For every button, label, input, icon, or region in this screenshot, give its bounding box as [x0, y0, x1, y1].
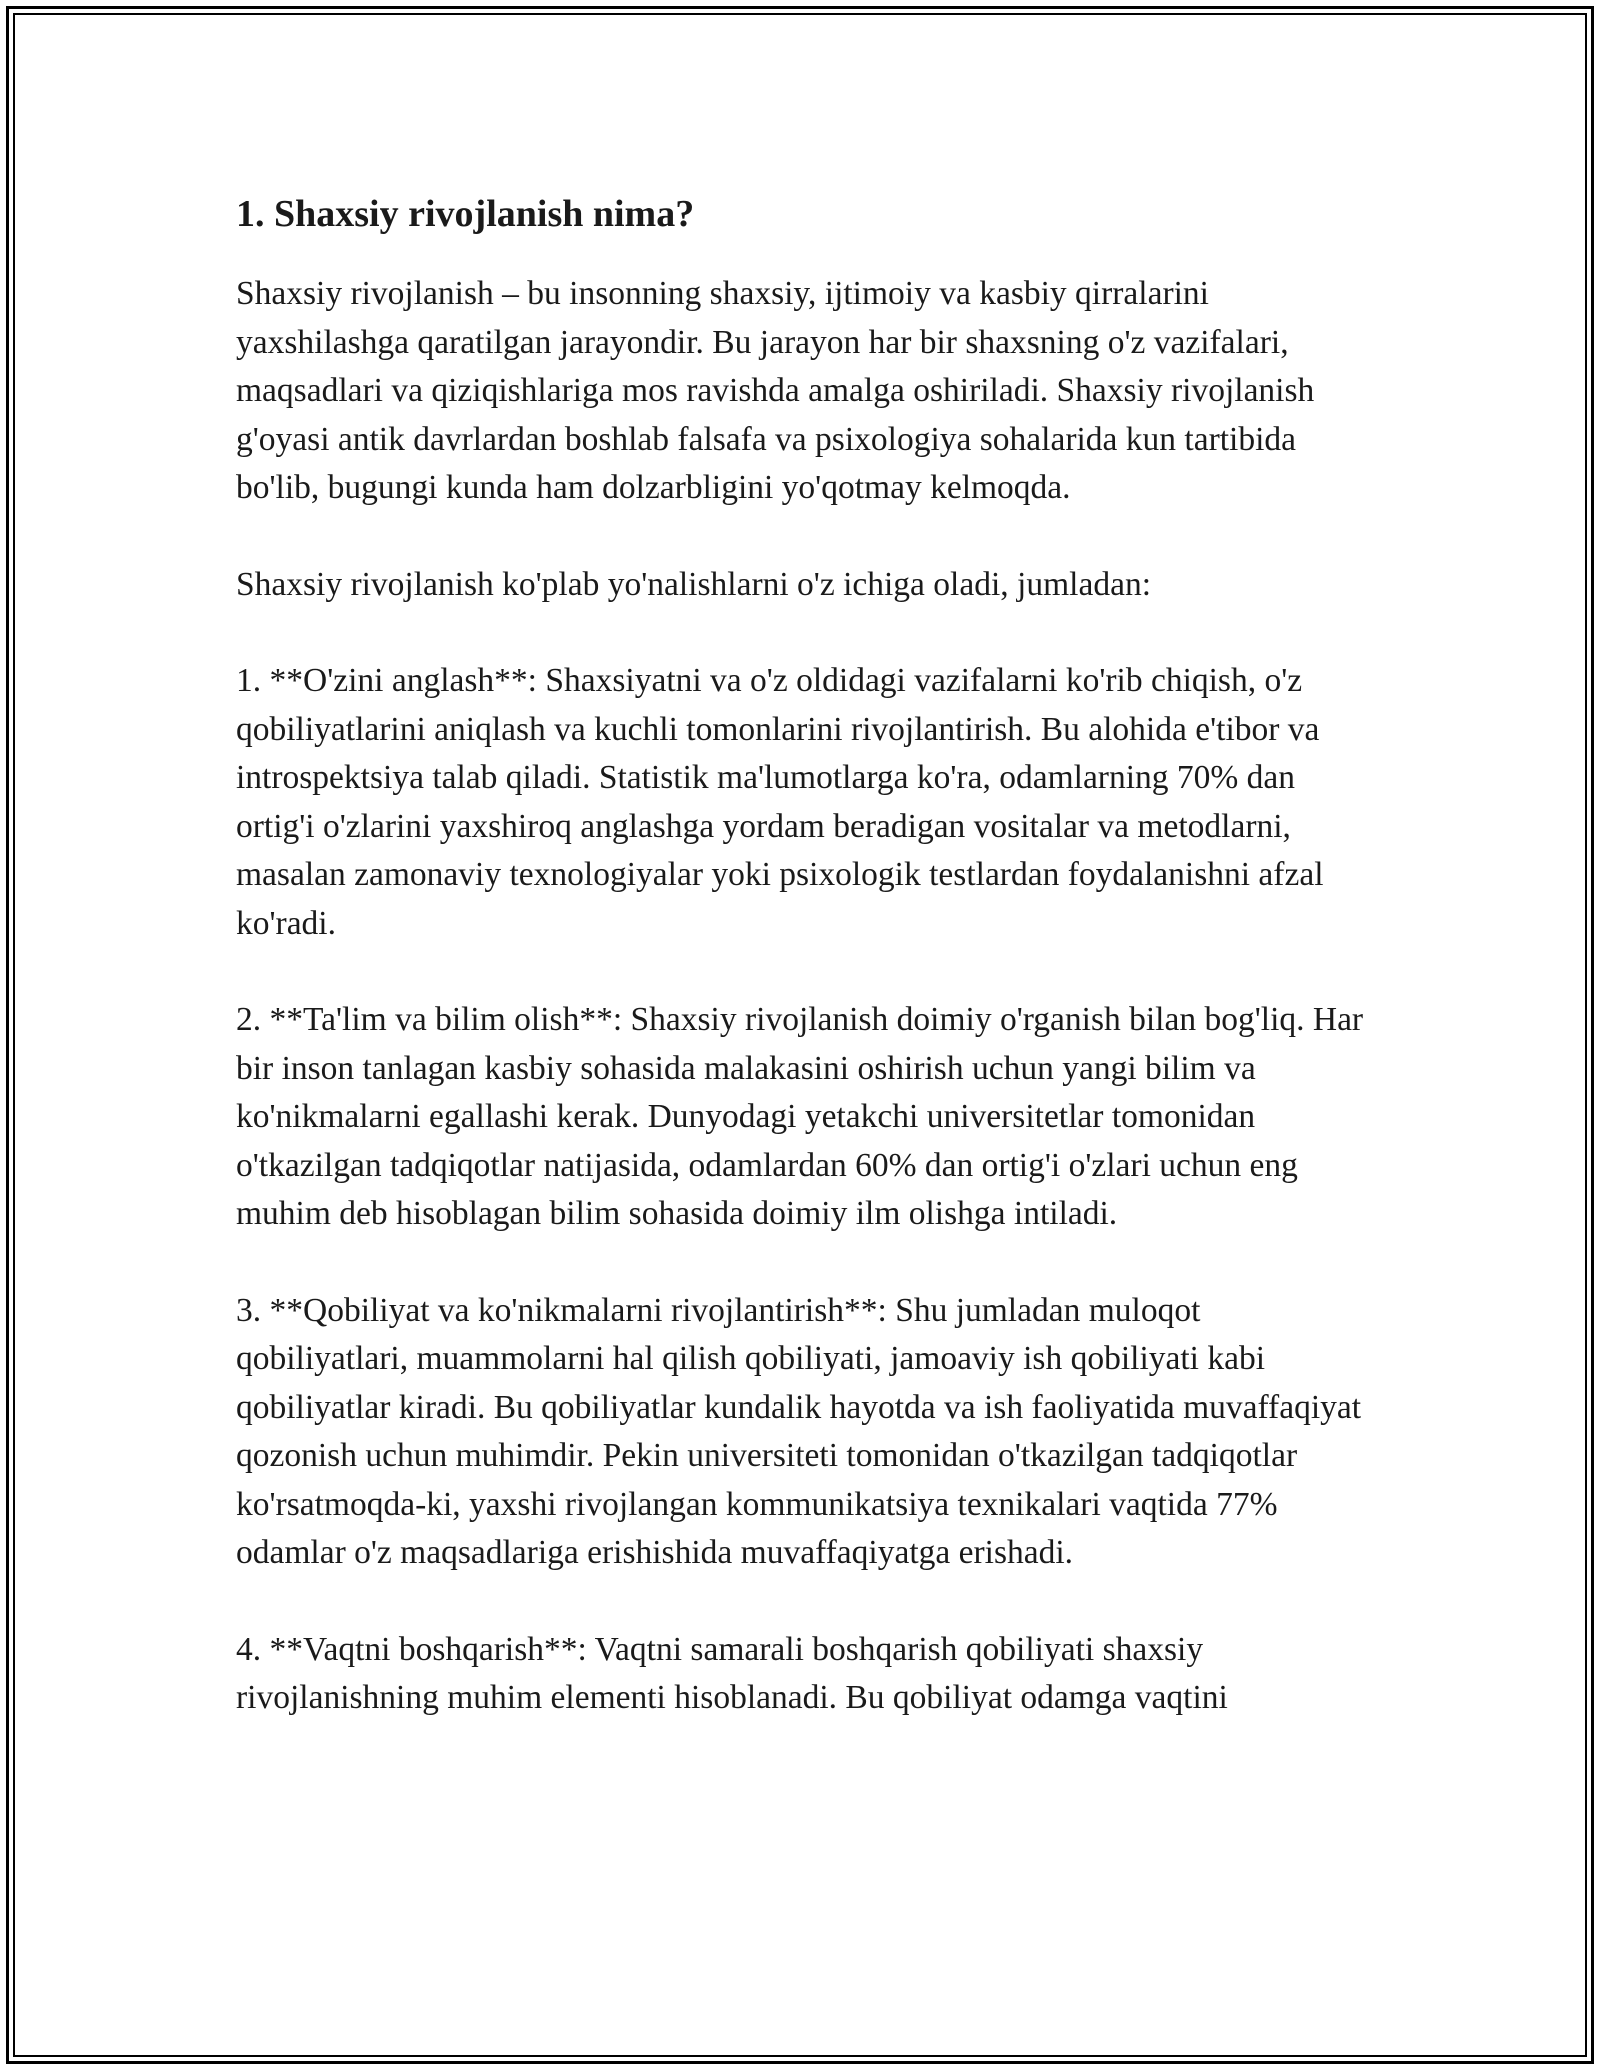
- section-heading: 1. Shaxsiy rivojlanish nima?: [236, 193, 695, 235]
- list-item-self-awareness: 1. **O'zini anglash**: Shaxsiyatni va o'z oldidagi vazifalarni ko'rib chiqish, o'z qobiliyatlarini aniqlash va kuchli tomonlarini rivojlantirish. Bu alohida e'tibor va introspektsiya talab qiladi. Statistik ma'lumotlarga ko'ra, odamlarning 70% dan ortig'i o'zlarini yaxshiroq anglashga yordam beradigan vositalar va metodlarni, masalan zamonaviy texnologiyalar yoki psixologik testlardan foydalanishni afzal ko'radi.: [236, 662, 1324, 942]
- intro-paragraph: Shaxsiy rivojlanish – bu insonning shaxsiy, ijtimoiy va kasbiy qirralarini yaxshilashga qaratilgan jarayondir. Bu jarayon har bir shaxsning o'z vazifalari, maqsadlari va qiziqishlariga mos ravishda amalga oshiriladi. Shaxsiy rivojlanish g'oyasi antik davrlardan boshlab falsafa va psixologiya sohalarida kun tartibida bo'lib, bugungi kunda ham dolzarbligini yo'qotmay kelmoqda.: [236, 275, 1315, 506]
- directions-intro-paragraph: Shaxsiy rivojlanish ko'plab yo'nalishlarni o'z ichiga oladi, jumladan:: [236, 565, 1152, 603]
- list-item-time-management: 4. **Vaqtni boshqarish**: Vaqtni samarali boshqarish qobiliyati shaxsiy rivojlanishning muhim elementi hisoblanadi. Bu qobiliyat odamga vaqtini: [236, 1630, 1228, 1716]
- document-body: [236, 188, 1376, 1771]
- list-item-education: 2. **Ta'lim va bilim olish**: Shaxsiy rivojlanish doimiy o'rganish bilan bog'liq. Har bir inson tanlagan kasbiy sohasida malakasini oshirish uchun yangi bilim va ko'nikmalarni egallashi kerak. Dunyodagi yetakchi universitetlar tomonidan o'tkazilgan tadqiqotlar natijasida, odamlardan 60% dan ortig'i o'zlari uchun eng muhim deb hisoblagan bilim sohasida doimiy ilm olishga intiladi.: [236, 1001, 1364, 1232]
- list-item-skills: 3. **Qobiliyat va ko'nikmalarni rivojlantirish**: Shu jumladan muloqot qobiliyatlari, muammolarni hal qilish qobiliyati, jamoaviy ish qobiliyati kabi qobiliyatlar kiradi. Bu qobiliyatlar kundalik hayotda va ish faoliyatida muvaffaqiyat qozonish uchun muhimdir. Pekin universiteti tomonidan o'tkazilgan tadqiqotlar ko'rsatmoqda-ki, yaxshi rivojlangan kommunikatsiya texnikalari vaqtida 77% odamlar o'z maqsadlariga erishishida muvaffaqiyatga erishadi.: [236, 1291, 1362, 1571]
